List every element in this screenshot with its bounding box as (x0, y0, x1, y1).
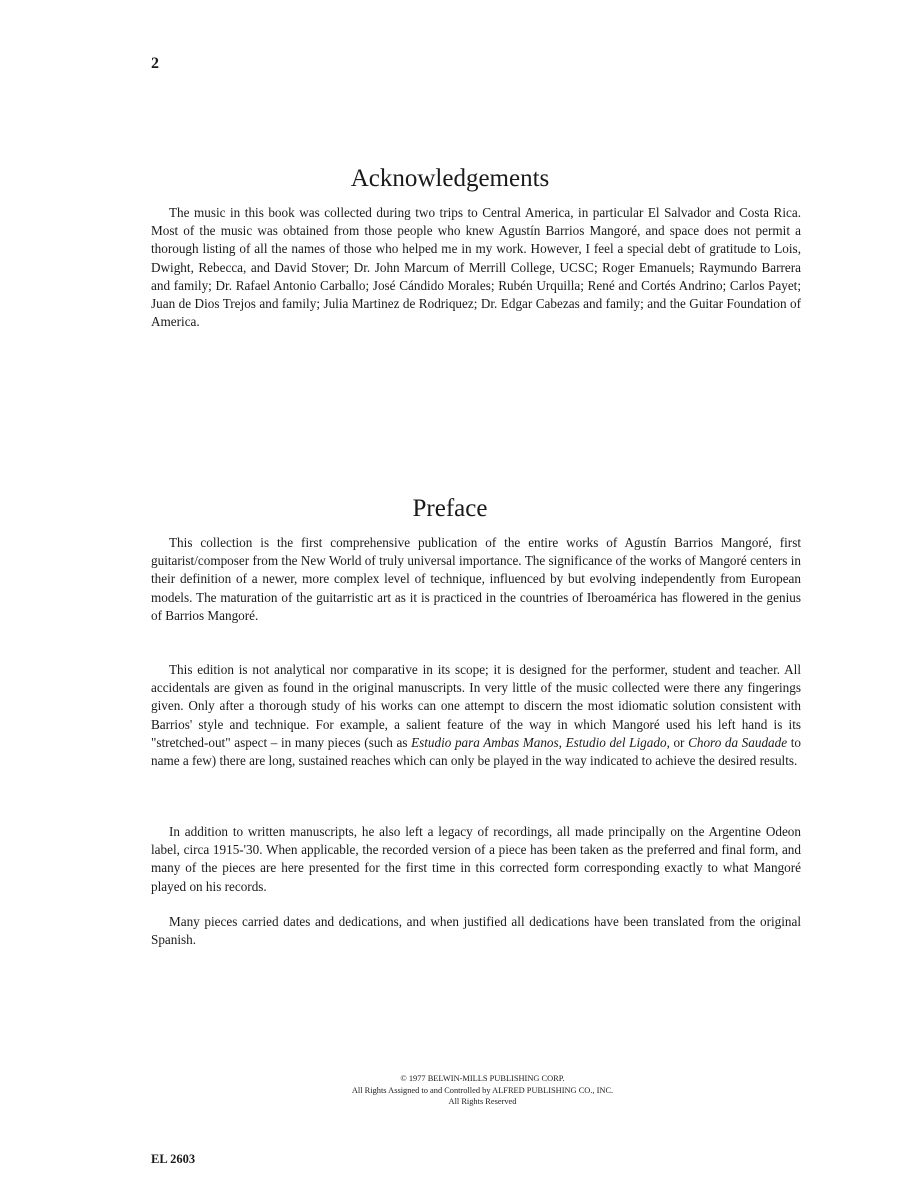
acknowledgements-title: Acknowledgements (350, 165, 550, 192)
catalog-number: EL 2603 (151, 1152, 196, 1166)
separator-1: , (558, 734, 566, 750)
preface-paragraph-1: This collection is the first comprehensive publication of the entire works of Agustín Barrios Mangoré, first guitarist/composer from the New World of truly universal importance. The significance of the works of Mangoré centers in their definition of a newer, more complex level of technique, influenced by but evolving independently from European models. The maturation of the guitarristic art as it is practiced in the countries of Iberoamérica has flowered in the genius of Barrios Mangoré. (151, 535, 801, 623)
preface-paragraph-3: In addition to written manuscripts, he also left a legacy of recordings, all made principally on the Argentine Odeon label, circa 1915-'30. When applicable, the recorded version of a piece has been taken as the preferred and final form, and many of the pieces are here presented for the first time in this corrected form corresponding exactly to what Mangoré played on his records. (151, 824, 801, 894)
acknowledgements-paragraph: The music in this book was collected during two trips to Central America, in particular El Salvador and Costa Rica. Most of the music was obtained from those people who knew Agustín Barrios Mangoré, and space does not permit a thorough listing of all the names of those who helped me in my work. However, I feel a special debt of gratitude to Lois, Dwight, Rebecca, and David Stover; Dr. John Marcum of Merrill College, UCSC; Roger Emanuels; Raymundo Barrera and family; Dr. Rafael Antonio Carballo; José Cándido Morales; Rubén Urquilla; René and Cortés Andrino; Carlos Payet; Juan de Dios Trejos and family; Julia Martinez de Rodriquez; Dr. Edgar Cabezas and family; and the Guitar Foundation of America. (151, 205, 801, 330)
preface-paragraph-2 (151, 661, 801, 770)
separator-2: , or (666, 734, 689, 750)
preface-title: Preface (412, 495, 488, 522)
acknowledgements-body (151, 204, 801, 331)
preface-paragraph-4-block (151, 913, 801, 949)
copyright-notice (300, 1073, 665, 1108)
preface-paragraph-1-block (151, 534, 801, 625)
copyright-line-1: © 1977 BELWIN-MILLS PUBLISHING CORP. (400, 1074, 565, 1083)
work-title-estudio-ligado: Estudio del Ligado (565, 734, 667, 750)
preface-paragraph-3-block (151, 823, 801, 896)
work-title-estudio-ambas-manos: Estudio para Ambas Manos (411, 734, 559, 750)
preface-paragraph-2-text-a: This edition is not analytical nor comparative in its scope; it is designed for the performer, student and teacher. All accidentals are given as found in the original manuscripts. In very little of the music collected were there any fingerings given. Only after a thorough study of his works can one attempt to discern the most idiomatic solution consistent with Barrios' style and technique. For example, a salient feature of the way in which Mangoré used his left hand is its "stretched-out" aspect – in many pieces (such as (151, 662, 801, 750)
copyright-line-2: All Rights Assigned to and Controlled by ALFRED PUBLISHING CO., INC. (351, 1085, 614, 1095)
preface-paragraph-2-text-b: to name a few) there are long, sustained reaches which can only be played in the way indicated to achieve the desired results. (151, 734, 801, 769)
copyright-line-3: All Rights Reserved (448, 1097, 517, 1106)
preface-paragraph-2-block (151, 661, 801, 770)
work-title-choro-saudade: Choro da Saudade (688, 734, 788, 750)
preface-paragraph-4: Many pieces carried dates and dedications, and when justified all dedications have been translated from the original Spanish. (151, 914, 801, 948)
page-number: 2 (151, 55, 159, 72)
